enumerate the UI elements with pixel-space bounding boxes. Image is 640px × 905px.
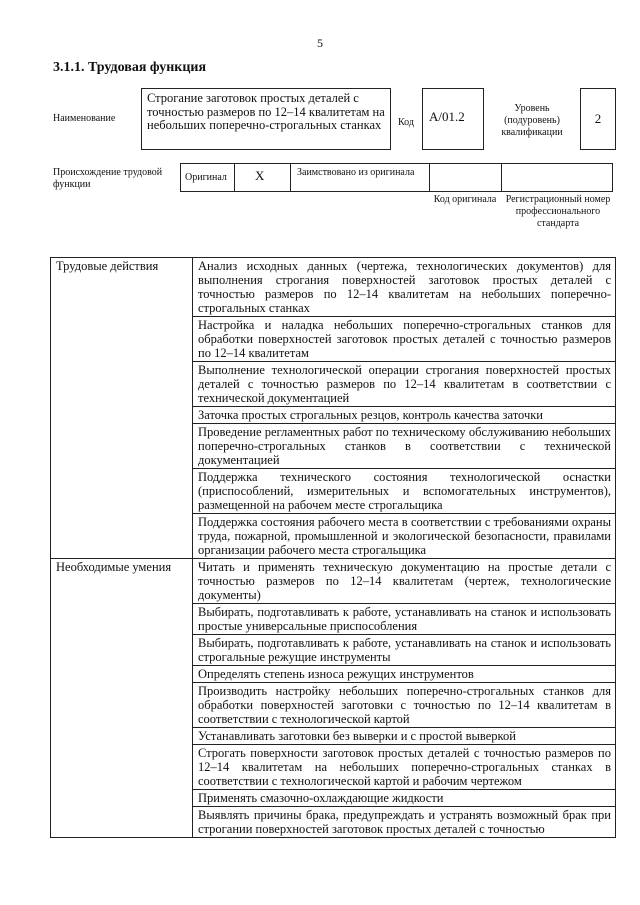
list-item: Читать и применять техническую документацию на простые детали с точностью размеров по 12–14 квалитетам (чертеж, технологические документы) <box>193 559 616 604</box>
list-item: Анализ исходных данных (чертежа, технологических документов) для выполнения строгания поверхностей заготовок простых деталей с точностью размеров по 12–14 квалитетам на небольших поперечно-строгальных станках <box>193 258 616 317</box>
list-item: Выявлять причины брака, предупреждать и устранять возможный брак при строгании поверхностей заготовок простых деталей с точностью <box>193 807 616 838</box>
list-item: Устанавливать заготовки без выверки и с простой выверкой <box>193 728 616 745</box>
reg-number-label: Регистрационный номер профессионального стандарта <box>505 194 611 229</box>
borrowed-label: Заимствовано из оригинала <box>290 163 430 192</box>
function-name: Строгание заготовок простых деталей с точностью размеров по 12–14 квалитетам на небольших поперечно-строгальных станках <box>141 88 391 150</box>
origin-label: Происхождение трудовой функции <box>53 167 163 190</box>
list-item: Выполнение технологической операции строгания поверхностей простых деталей с точностью размеров по 12–14 квалитетам в соответствии с технической документацией <box>193 362 616 407</box>
list-item: Строгать поверхности заготовок простых деталей с точностью размеров по 12–14 квалитетам на небольших поперечно-строгальных станках в соответствии с технологической картой и рабочим чертежом <box>193 745 616 790</box>
list-item: Выбирать, подготавливать к работе, устанавливать на станок и использовать простые универсальные приспособления <box>193 604 616 635</box>
original-label: Оригинал <box>180 163 235 192</box>
list-item: Настройка и наладка небольших поперечно-строгальных станков для обработки поверхностей заготовок простых деталей с точностью размеров по 12–14 квалитетам <box>193 317 616 362</box>
list-item: Определять степень износа режущих инструментов <box>193 666 616 683</box>
list-item: Поддержка состояния рабочего места в соответствии с требованиями охраны труда, пожарной, промышленной и экологической безопасности, правилами организации рабочего места строгальщика <box>193 514 616 559</box>
table-row <box>51 258 616 317</box>
original-mark: X <box>234 163 291 192</box>
origin-row <box>181 163 616 192</box>
list-item: Поддержка технического состояния технологической оснастки (приспособлений, измерительных и вспомогательных инструментов), размещенной на рабочем месте строгальщика <box>193 469 616 514</box>
name-label: Наименование <box>53 113 116 124</box>
section-title: 3.1.1. Трудовая функция <box>53 60 207 75</box>
list-item: Проведение регламентных работ по техническому обслуживанию небольших поперечно-строгальных станков в соответствии с технической документацией <box>193 424 616 469</box>
page-number: 5 <box>317 36 323 50</box>
section-heading: Трудовые действия <box>51 258 193 559</box>
list-item: Выбирать, подготавливать к работе, устанавливать на станок и использовать строгальные режущие инструменты <box>193 635 616 666</box>
function-table <box>50 257 616 838</box>
reg-number-cell <box>501 163 613 192</box>
code-original-cell <box>429 163 502 192</box>
table-row <box>51 559 616 604</box>
list-item: Производить настройку небольших поперечно-строгальных станков для обработки поверхностей заготовки с точностью по 12–14 квалитетам в соответствии с технологической картой <box>193 683 616 728</box>
code-label: Код <box>398 117 414 128</box>
function-code: А/01.2 <box>422 88 484 150</box>
list-item: Применять смазочно-охлаждающие жидкости <box>193 790 616 807</box>
section-heading: Необходимые умения <box>51 559 193 838</box>
qualification-level: 2 <box>580 88 616 150</box>
level-label: Уровень (подуровень) квалификации <box>501 103 563 138</box>
list-item: Заточка простых строгальных резцов, контроль качества заточки <box>193 407 616 424</box>
code-original-label: Код оригинала <box>433 194 497 205</box>
